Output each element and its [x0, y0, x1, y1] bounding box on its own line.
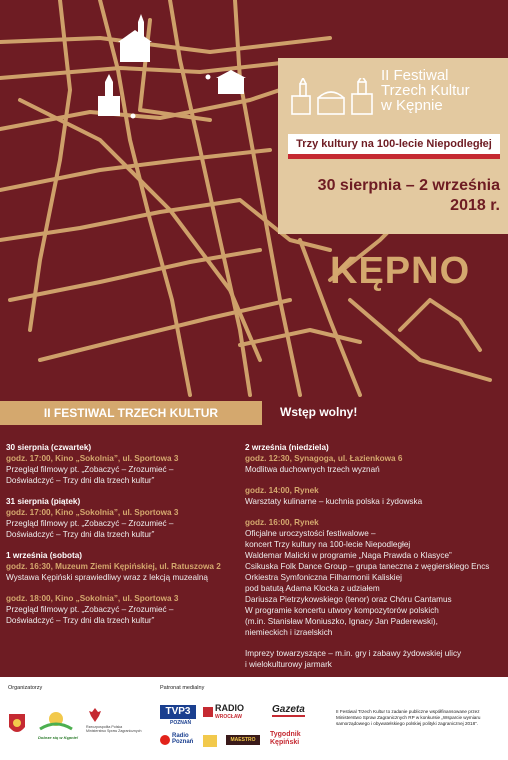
tvp3-logo: TVP3: [160, 705, 196, 719]
tygodnik-kepinski-logo: Tygodnik Kępiński: [270, 731, 301, 746]
festival-subtitle-ribbon: Trzy kultury na 100-lecie Niepodległej: [288, 134, 500, 154]
schedule-entry: 1 września (sobota) godz. 16:30, Muzeum Ziemi Kępińskiej, ul. Ratuszowa 2 Wystawa Kępiński sprawiedliwy wraz z lekcją muzealną: [6, 551, 221, 582]
media-logo-icon: [203, 735, 217, 747]
maestro-logo: MAESTRO: [226, 735, 260, 745]
festival-banner: II FESTIWAL TRZECH KULTUR: [0, 401, 262, 425]
schedule-left-column: [6, 442, 238, 636]
funding-note: II Festiwal Trzech Kultur to zadanie publiczne współfinansowane przez Ministerstwo Spraw Zagranicznych RP w konkursie „Wsparcie wymiaru samorządowego i obywatelskiego polskiej polityki zagranicznej 2018”.: [336, 709, 481, 726]
tvp3-city: POZNAŃ: [170, 720, 192, 726]
radio-poznan-logo: Radio Poznań: [172, 733, 194, 745]
coat-of-arms-icon: [8, 713, 26, 737]
schedule-entry: 31 sierpnia (piątek) godz. 17:00, Kino „Sokolnia”, ul. Sportowa 3 Przegląd filmowy pt. „Zobaczyć – Zrozumieć – Doświadczyć – Trzy dni dla trzech kultur”: [6, 497, 179, 539]
schedule-right-column: [245, 442, 507, 680]
sponsors-footer: [0, 677, 508, 760]
eagle-emblem-icon: [88, 707, 102, 723]
radio-wroclaw-icon: [203, 707, 213, 717]
schedule-entry: godz. 18:00, Kino „Sokolnia”, ul. Sportowa 3 Przegląd filmowy pt. „Zobaczyć – Zrozumieć – Doświadczyć – Trzy dni dla trzech kultur”: [6, 594, 179, 625]
three-cultures-icon: [290, 78, 375, 116]
city-name: KĘPNO: [330, 250, 471, 292]
city-promo-text: Dobrze się w Kępnie!: [38, 735, 79, 740]
ministry-text: Rzeczpospolita Polska Ministerstwo Spraw Zagranicznych: [86, 725, 142, 733]
ribbon-red-stripe: [288, 154, 500, 159]
schedule-entry: 2 września (niedziela) godz. 12:30, Synagoga, ul. Łazienkowa 6 Modlitwa duchownych trzech wyznań: [245, 443, 403, 474]
festival-title: II Festiwal Trzech Kultur w Kępnie: [381, 67, 470, 114]
city-promo-logo-icon: [38, 709, 74, 733]
festival-title-box: [278, 58, 508, 234]
festival-dates: 30 sierpnia – 2 września 2018 r.: [317, 177, 500, 214]
schedule-entry: godz. 16:00, Rynek Oficjalne uroczystości festiwalowe – koncert Trzy kultury na 100-lecie Niepodległej Waldemar Malicki w programie „Naga Prawda o Klasyce” Csikuska Folk Dance Group – grupa taneczna z węgierskiego Encs Orkiestra Symfoniczna Filharmonii Kaliskiej pod batutą Adama Klocka z udziałem Dariusza Pietrzykowskiego (tenor) oraz Chóru Cantamus W programie koncertu utwory kompozytorów polskich (m.in. Stanisław Moniuszko, Ignacy Jan Paderewski), niemieckich i izraelskich: [245, 518, 490, 637]
radio-wroclaw-logo: RADIO WROCŁAW: [215, 703, 244, 720]
media-patronage-label: Patronat medialny: [160, 685, 205, 691]
schedule-entry: Imprezy towarzyszące – m.in. gry i zabawy żydowskiej ulicy i wielokulturowy jarmark: [245, 649, 462, 669]
schedule-entry: 30 sierpnia (czwartek) godz. 17:00, Kino „Sokolnia”, ul. Sportowa 3 Przegląd filmowy pt. „Zobaczyć – Zrozumieć – Doświadczyć – Trzy dni dla trzech kultur”: [6, 443, 179, 485]
radio-poznan-icon: [160, 735, 170, 745]
free-entry-label: Wstęp wolny!: [280, 405, 358, 419]
tower-icon: [98, 74, 120, 116]
organizers-label: Organizatorzy: [8, 685, 43, 691]
schedule-entry: godz. 14:00, Rynek Warsztaty kulinarne – kuchnia polska i żydowska: [245, 486, 423, 506]
gazeta-logo: Gazeta: [272, 704, 305, 715]
